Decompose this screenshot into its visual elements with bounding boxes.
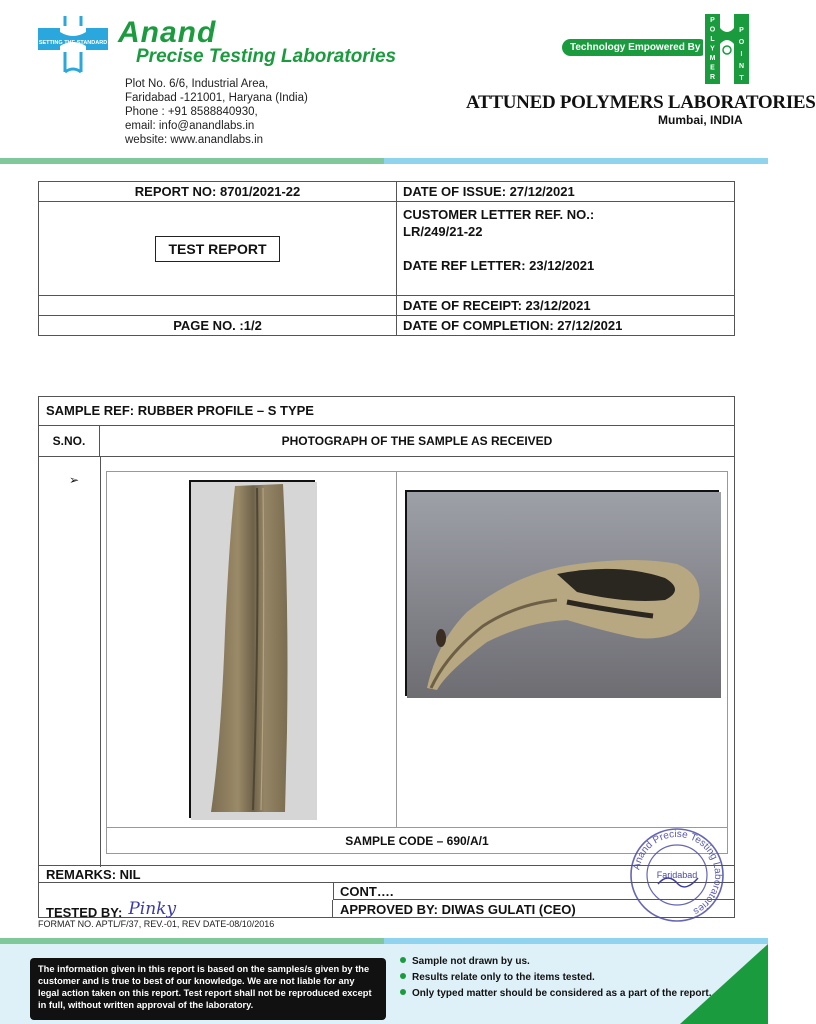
- svg-text:E: E: [710, 64, 715, 72]
- lab-name-brand: Anand: [118, 16, 217, 49]
- bullet-dot-icon: [400, 957, 406, 963]
- sample-reference: SAMPLE REF: RUBBER PROFILE – S TYPE: [39, 397, 734, 426]
- customer-letter-ref-label: CUSTOMER LETTER REF. NO.:: [403, 207, 595, 222]
- svg-text:Y: Y: [710, 45, 715, 53]
- date-ref-letter: DATE REF LETTER: 23/12/2021: [403, 258, 595, 273]
- bullet-dot-icon: [400, 989, 406, 995]
- partner-lab-city: Mumbai, INDIA: [658, 113, 743, 127]
- bullet-dot-icon: [400, 973, 406, 979]
- footer-note: Only typed matter should be considered as a part of the report.: [400, 988, 712, 999]
- sample-photographs: [106, 471, 728, 828]
- sample-code: SAMPLE CODE – 690/A/1: [106, 828, 728, 854]
- partner-lab-name: ATTUNED POLYMERS LABORATORIES: [466, 92, 816, 113]
- letterhead: [0, 0, 816, 165]
- svg-text:I: I: [740, 51, 743, 58]
- svg-text:O: O: [709, 26, 716, 34]
- arrow-bullet-icon: ➢: [69, 473, 80, 487]
- approved-by: APPROVED BY: DIWAS GULATI (CEO): [340, 902, 576, 917]
- column-header-sno: S.NO.: [39, 426, 100, 457]
- lab-address: [125, 77, 308, 147]
- lab-logo-icon: [38, 14, 108, 76]
- date-of-completion: DATE OF COMPLETION: 27/12/2021: [397, 316, 735, 336]
- technology-empowered-badge: Technology Empowered By: [562, 39, 708, 56]
- svg-text:M: M: [709, 55, 716, 62]
- customer-letter-ref-value: LR/249/21-22: [403, 224, 483, 239]
- footer-disclaimer: The information given in this report is based on the samples/s given by the customer and is true to best of our knowledge. We are not liable for any legal action taken on this report. Test report shall not be reproduced except in full, without written approval of the laboratory.: [30, 958, 386, 1020]
- page-number: PAGE NO. :1/2: [39, 316, 397, 336]
- date-of-issue: DATE OF ISSUE: 27/12/2021: [397, 182, 735, 202]
- report-number: REPORT NO: 8701/2021-22: [39, 182, 397, 202]
- format-number: FORMAT NO. APTL/F/37, REV.-01, REV DATE-08/10/2016: [38, 919, 275, 929]
- svg-text:O: O: [738, 39, 745, 46]
- website-line: website: www.anandlabs.in: [125, 134, 264, 146]
- continued-note: CONT….: [333, 883, 734, 900]
- column-header-photograph: PHOTOGRAPH OF THE SAMPLE AS RECEIVED: [100, 426, 734, 457]
- svg-text:SETTING THE STANDARD: SETTING THE STANDARD: [38, 40, 108, 46]
- address-line: Plot No. 6/6, Industrial Area,: [125, 78, 269, 90]
- empty-cell: [39, 296, 397, 316]
- svg-text:Faridabad: Faridabad: [656, 870, 698, 880]
- rubber-profile-section-image: [407, 492, 721, 698]
- tester-signature: Pinky: [128, 899, 177, 919]
- phone-line: Phone : +91 8588840930,: [125, 106, 258, 118]
- svg-text:L: L: [710, 36, 715, 43]
- report-title-cell: [39, 202, 397, 296]
- remarks: REMARKS: NIL: [39, 865, 734, 883]
- email-line: email: info@anandlabs.in: [125, 120, 255, 132]
- svg-text:N: N: [738, 63, 745, 70]
- header-divider: [0, 158, 768, 164]
- address-line: Faridabad -121001, Haryana (India): [125, 92, 308, 104]
- report-title: TEST REPORT: [155, 236, 279, 262]
- sample-photo-profile: [405, 490, 719, 696]
- footer-note: Sample not drawn by us.: [400, 956, 712, 967]
- svg-text:R: R: [709, 74, 716, 81]
- svg-text:P: P: [739, 27, 744, 34]
- photo-divider: [396, 472, 397, 828]
- column-divider: [100, 457, 101, 867]
- lab-name: Precise Testing Laboratories: [136, 46, 397, 67]
- customer-ref-cell: [397, 202, 735, 296]
- footer-note: Results relate only to the items tested.: [400, 972, 712, 983]
- footer-notes: [400, 956, 712, 1004]
- tested-by: [39, 900, 333, 918]
- polymer-point-logo-icon: [703, 14, 751, 84]
- svg-text:P: P: [710, 17, 715, 24]
- date-of-receipt: DATE OF RECEIPT: 23/12/2021: [397, 296, 735, 316]
- svg-text:T: T: [739, 75, 744, 82]
- report-info-table: [38, 181, 735, 336]
- sample-photo-front: [189, 480, 315, 818]
- tested-by-label: TESTED BY:: [46, 905, 123, 920]
- lab-seal-stamp-icon: [628, 826, 726, 924]
- rubber-profile-strip-image: [191, 482, 317, 820]
- svg-text:Anand Precise Testing Laborato: Anand Precise Testing Laboratories: [631, 828, 724, 917]
